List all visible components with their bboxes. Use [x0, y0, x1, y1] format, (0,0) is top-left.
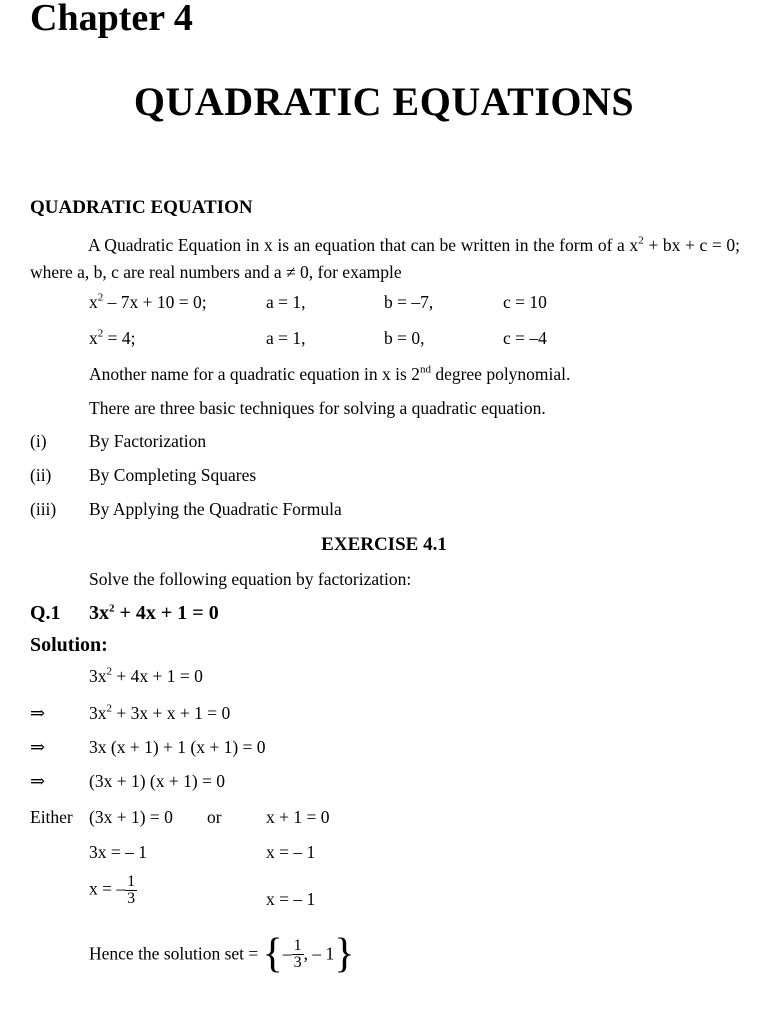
line3-left: x = – $\frac{1}{3}$	[89, 873, 136, 907]
line2-left: 3x = – 1	[89, 842, 147, 862]
solution-label: Solution:	[30, 634, 108, 656]
example-equation-2: $x^2 = 4$;	[89, 327, 136, 348]
solution-set: Hence the solution set = {– $\frac{1}{3}$ , – 1}	[89, 931, 355, 977]
definition-paragraph: A Quadratic Equation in x is an equation that can be written in the form of a $x^2$ + bx + c = 0; where a, b, c are real numbers and a ≠ 0, for example	[30, 234, 740, 282]
step-3: 3x (x + 1) + 1 (x + 1) = 0	[89, 737, 266, 757]
example-2-a: a = 1,	[266, 328, 306, 348]
step-4: (3x + 1) (x + 1) = 0	[89, 771, 226, 791]
technique-label-1: By Factorization	[89, 431, 207, 451]
question-number: Q.1	[30, 602, 61, 624]
line2-right: x = – 1	[266, 842, 316, 862]
example-1-b: b = –7,	[384, 292, 434, 312]
implies-arrow-1: ⇒	[30, 703, 46, 723]
another-name-text: Another name for a quadratic equation in x is 2nd degree polynomial.	[89, 363, 571, 384]
either-right: x + 1 = 0	[266, 807, 330, 827]
chapter-heading: Chapter 4	[30, 0, 193, 39]
fraction-one-third: $\frac{1}{3}$	[127, 873, 136, 907]
techniques-intro: There are three basic techniques for solving a quadratic equation.	[89, 398, 546, 418]
technique-num-3: (iii)	[30, 499, 57, 519]
line3-right: x = – 1	[266, 889, 316, 909]
instruction-text: Solve the following equation by factorization:	[89, 569, 412, 589]
technique-num-2: (ii)	[30, 465, 52, 485]
fraction-solution: $\frac{1}{3}$	[293, 936, 302, 971]
either-label: Either	[30, 807, 73, 827]
example-1-c: c = 10	[503, 292, 547, 312]
example-1-a: a = 1,	[266, 292, 306, 312]
either-or: or	[207, 807, 222, 827]
implies-arrow-3: ⇒	[30, 771, 46, 791]
section-heading: QUADRATIC EQUATION	[30, 197, 253, 218]
either-left: (3x + 1) = 0	[89, 807, 173, 827]
example-2-b: b = 0,	[384, 328, 425, 348]
technique-label-2: By Completing Squares	[89, 465, 257, 485]
exercise-title: EXERCISE 4.1	[321, 534, 447, 555]
step-2: $3x^2 + 3x + x + 1 = 0$	[89, 702, 231, 723]
question-equation: $3x^2 + 4x + 1 = 0$	[89, 602, 219, 624]
implies-arrow-2: ⇒	[30, 737, 46, 757]
step-1: $3x^2 + 4x + 1 = 0$	[89, 665, 203, 686]
technique-label-3: By Applying the Quadratic Formula	[89, 499, 342, 519]
example-2-c: c = –4	[503, 328, 547, 348]
technique-num-1: (i)	[30, 431, 47, 451]
example-equation-1: $x^2 - 7x + 10 = 0$;	[89, 291, 207, 312]
page-title: QUADRATIC EQUATIONS	[133, 79, 635, 124]
